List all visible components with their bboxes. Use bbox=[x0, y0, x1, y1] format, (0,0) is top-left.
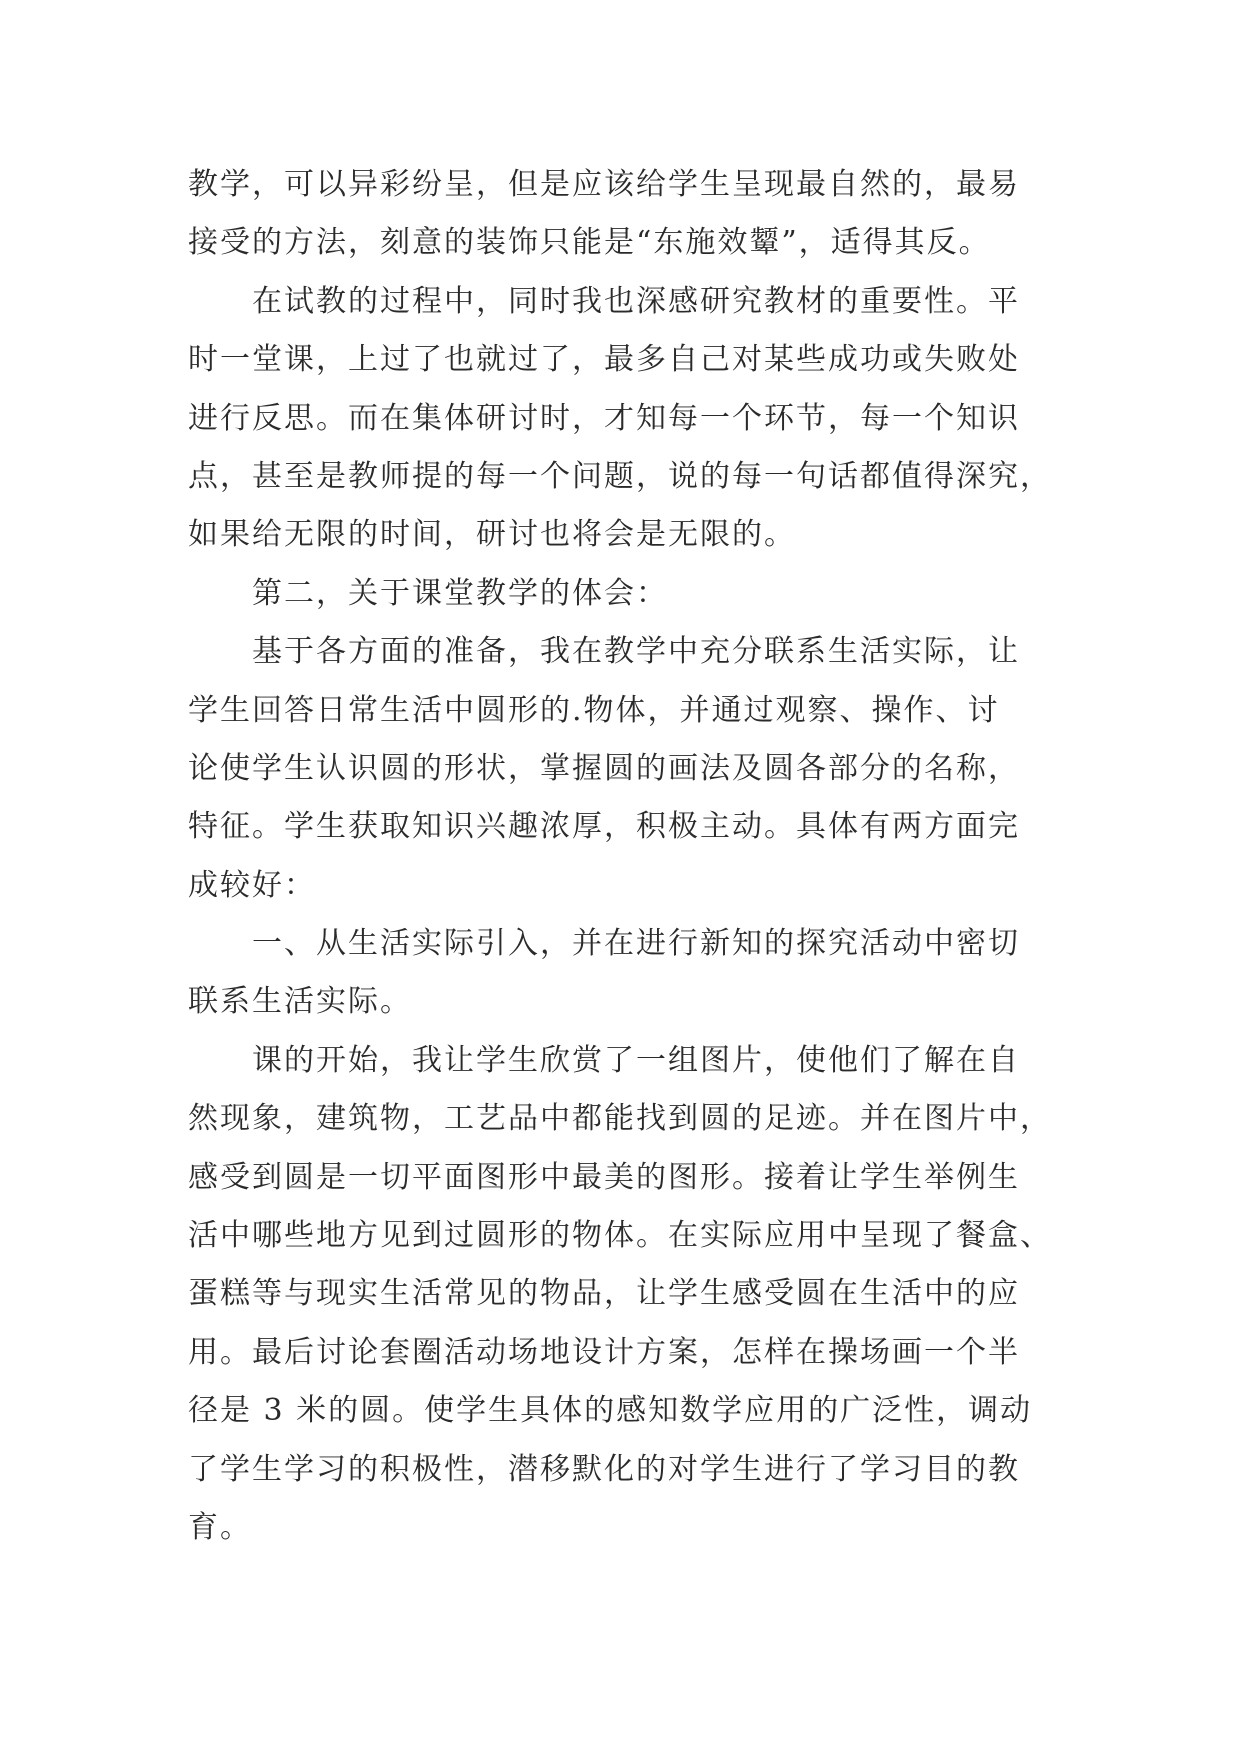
text-line: 成较好： bbox=[188, 867, 316, 903]
document-body bbox=[188, 156, 1052, 1557]
text-line: 如果给无限的时间，研讨也将会是无限的。 bbox=[188, 517, 796, 553]
paragraph-first-line: 课的开始，我让学生欣赏了一组图片，使他们了解在自 bbox=[252, 1042, 1020, 1078]
text-line: 了学生学习的积极性，潜移默化的对学生进行了学习目的教 bbox=[188, 1451, 1020, 1487]
text-line: 时一堂课，上过了也就过了，最多自己对某些成功或失败处 bbox=[188, 342, 1020, 378]
text-line: 接受的方法，刻意的装饰只能是“东施效颦”，适得其反。 bbox=[188, 225, 991, 261]
text-line: 感受到圆是一切平面图形中最美的图形。接着让学生举例生 bbox=[188, 1159, 1020, 1195]
text-line: 然现象，建筑物，工艺品中都能找到圆的足迹。并在图片中， bbox=[188, 1101, 1052, 1137]
text-line: 点，甚至是教师提的每一个问题，说的每一句话都值得深究， bbox=[188, 458, 1052, 494]
paragraph-first-line: 在试教的过程中，同时我也深感研究教材的重要性。平 bbox=[252, 283, 1020, 319]
paragraph-first-line: 基于各方面的准备，我在教学中充分联系生活实际，让 bbox=[252, 634, 1020, 670]
text-line: 蛋糕等与现实生活常见的物品，让学生感受圆在生活中的应 bbox=[188, 1276, 1020, 1312]
text-line: 用。最后讨论套圈活动场地设计方案，怎样在操场画一个半 bbox=[188, 1334, 1020, 1370]
text-line: 径是 3 米的圆。使学生具体的感知数学应用的广泛性，调动 bbox=[188, 1393, 1033, 1429]
section-heading: 第二，关于课堂教学的体会： bbox=[252, 575, 668, 611]
text-line: 进行反思。而在集体研讨时，才知每一个环节，每一个知识 bbox=[188, 400, 1020, 436]
text-line: 论使学生认识圆的形状，掌握圆的画法及圆各部分的名称， bbox=[188, 750, 1020, 786]
text-line: 教学，可以异彩纷呈，但是应该给学生呈现最自然的，最易 bbox=[188, 167, 1020, 202]
text-line: 育。 bbox=[188, 1509, 252, 1545]
text-line: 联系生活实际。 bbox=[188, 984, 412, 1020]
subheading: 一、从生活实际引入，并在进行新知的探究活动中密切 bbox=[252, 926, 1020, 962]
text-line: 活中哪些地方见到过圆形的物体。在实际应用中呈现了餐盒、 bbox=[188, 1218, 1052, 1254]
text-line: 学生回答日常生活中圆形的.物体，并通过观察、操作、讨 bbox=[188, 692, 1000, 728]
text-line: 特征。学生获取知识兴趣浓厚，积极主动。具体有两方面完 bbox=[188, 809, 1020, 845]
